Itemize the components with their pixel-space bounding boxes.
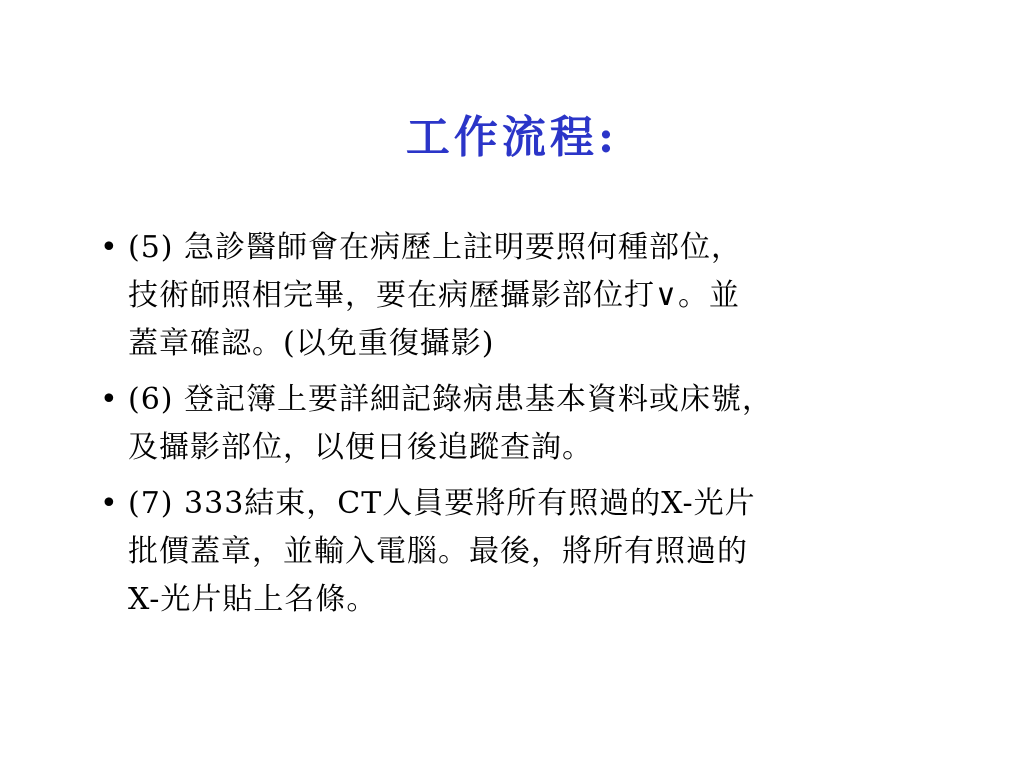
bullet-text-line: 批價蓋章，並輸入電腦。最後，將所有照過的 bbox=[128, 534, 748, 569]
bullet-item-6 bbox=[98, 376, 978, 472]
bullet-text-line: (7) 333結束，CT人員要將所有照過的X-光片 bbox=[128, 486, 756, 521]
bullet-marker: • bbox=[100, 486, 118, 521]
slide-title: 工作流程: bbox=[405, 112, 619, 163]
bullet-text-line: 技術師照相完畢，要在病歷攝影部位打∨。並 bbox=[128, 278, 740, 313]
bullet-list bbox=[98, 224, 978, 632]
bullet-text-line: 及攝影部位，以便日後追蹤查詢。 bbox=[128, 430, 593, 465]
bullet-text-line: (5) 急診醫師會在病歷上註明要照何種部位， bbox=[128, 230, 743, 265]
bullet-item-7 bbox=[98, 480, 978, 624]
bullet-marker: • bbox=[100, 230, 118, 265]
bullet-text-line: (6) 登記簿上要詳細記錄病患基本資料或床號， bbox=[128, 382, 774, 417]
bullet-marker: • bbox=[100, 382, 118, 417]
bullet-text-line: 蓋章確認。(以免重復攝影) bbox=[128, 326, 495, 361]
bullet-text-line: X-光片貼上名條。 bbox=[128, 582, 378, 617]
bullet-item-5 bbox=[98, 224, 978, 368]
